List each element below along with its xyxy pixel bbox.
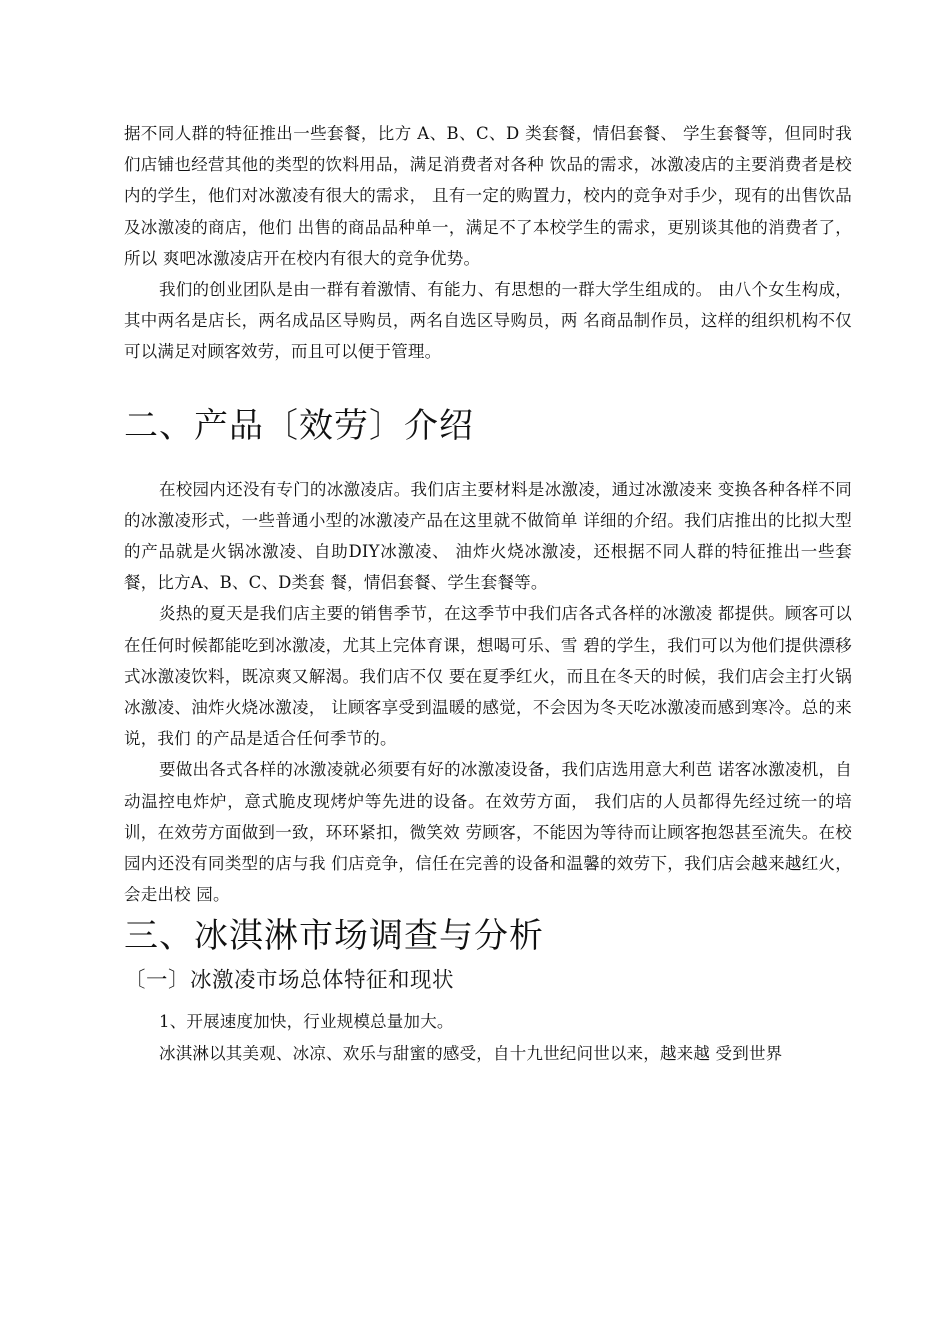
- section-3-paragraph-1: 1、开展速度加快，行业规模总量加大。: [159, 1012, 454, 1032]
- section-2-heading: 二、产品〔效劳〕介绍: [124, 405, 474, 446]
- section-3-heading: 三、冰淇淋市场调查与分析: [124, 916, 544, 957]
- intro-paragraph-1: 据不同人群的特征推出一些套餐，比方 A、B、C、D 类套餐，情侣套餐、 学生套餐等，但同时我们店铺也经营其他的类型的饮料用品，满足消费者对各种 饮品的需求，冰激凌店的主要消费者是校内的学生，他们对冰激凌有很大的需求， 且有一定的购置力，校内的竞争对手少，现有的出售饮品及冰激凌的商店，他们 出售的商品品种单一，满足不了本校学生的需求，更别谈其他的消费者了，所以 爽吧冰激凌店开在校内有很大的竞争优势。: [124, 124, 852, 268]
- section-2-paragraph-2: 炎热的夏天是我们店主要的销售季节，在这季节中我们店各式各样的冰激凌 都提供。顾客可以在任何时候都能吃到冰激凌，尤其上完体育课，想喝可乐、雪 碧的学生，我们可以为他们提供漂移式冰激凌饮料，既凉爽又解渴。我们店不仅 要在夏季红火，而且在冬天的时候，我们店会主打火锅冰激凌、油炸火烧冰激凌， 让顾客享受到温暖的感觉，不会因为冬天吃冰激凌而感到寒冷。总的来说，我们 的产品是适合任何季节的。: [124, 604, 852, 749]
- document-page: [124, 118, 852, 1069]
- section-3-paragraph-2: 冰淇淋以其美观、冰凉、欢乐与甜蜜的感受，自十九世纪问世以来，越来越 受到世界: [159, 1043, 783, 1063]
- section-2-paragraph-3: 要做出各式各样的冰激凌就必须要有好的冰激凌设备，我们店选用意大利芭 诺客冰激凌机，自动温控电炸炉，意式脆皮现烤炉等先进的设备。在效劳方面， 我们店的人员都得先经过统一的培训，在效劳方面做到一致，环环紧扣，微笑效 劳顾客，不能因为等待而让顾客抱怨甚至流失。在校园内还没有同类型的店与我 们店竞争，信任在完善的设备和温馨的效劳下，我们店会越来越红火，会走出校 园。: [124, 760, 852, 905]
- intro-paragraph-2: 我们的创业团队是由一群有着激情、有能力、有思想的一群大学生组成的。 由八个女生构成，其中两名是店长，两名成品区导购员，两名自选区导购员，两 名商品制作员，这样的组织机构不仅可以满足对顾客效劳，而且可以便于管理。: [124, 280, 852, 362]
- section-2-paragraph-1: 在校园内还没有专门的冰激凌店。我们店主要材料是冰激凌，通过冰激凌来 变换各种各样不同的冰激凌形式，一些普通小型的冰激凌产品在这里就不做简单 详细的介绍。我们店推出的比拟大型的产品就是火锅冰激凌、自助DIY冰激凌、 油炸火烧冰激凌，还根据不同人群的特征推出一些套餐，比方A、B、C、D类套 餐，情侣套餐、学生套餐等。: [124, 479, 852, 593]
- subsection-1-heading: 〔一〕冰激凌市场总体特征和现状: [124, 968, 455, 994]
